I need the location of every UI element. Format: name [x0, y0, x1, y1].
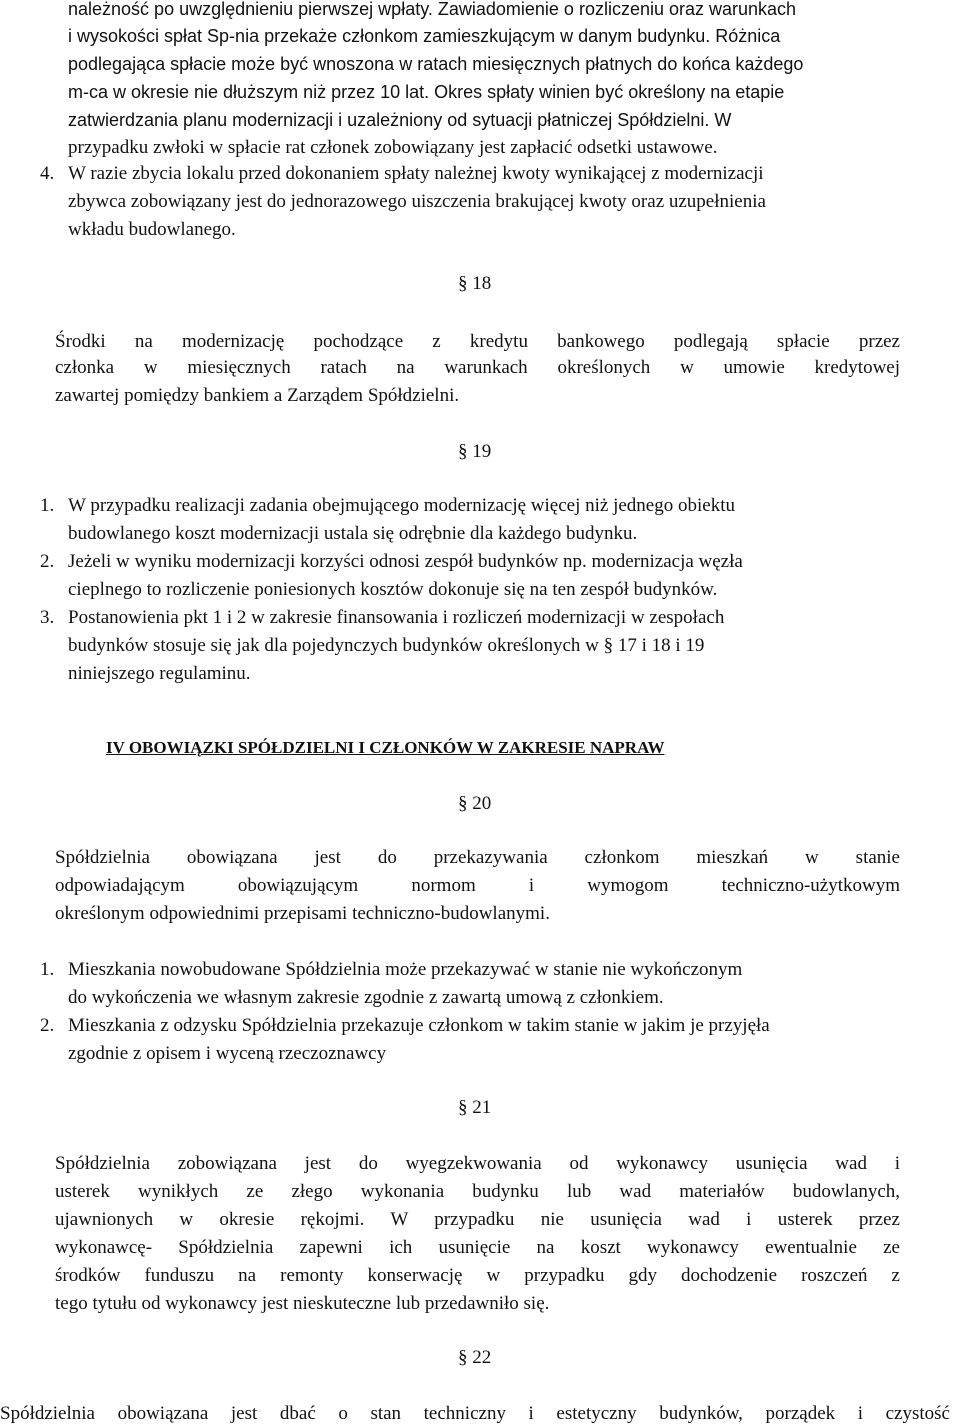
text-line: Środki na modernizację pochodzące z kredytu bankowego podlegają spłacie przez [55, 331, 900, 352]
text-line: określonym odpowiednimi przepisami techniczno-budowlanymi. [55, 903, 550, 924]
text-line: Mieszkania nowobudowane Spółdzielnia może przekazywać w stanie nie wykończonym [68, 959, 743, 980]
text-line: ujawnionych w okresie rękojmi. W przypadku nie usunięcia wad i usterek przez [55, 1209, 900, 1230]
text-line: budowlanego koszt modernizacji ustala się odrębnie dla każdego budynku. [68, 523, 638, 544]
text-line: m-ca w okresie nie dłuższym niż przez 10 lat. Okres spłaty winien być określony na etapie [68, 82, 785, 102]
text-line: zatwierdzania planu modernizacji i uzależniony od sytuacji płatniczej Spółdzielni. W [68, 110, 732, 130]
text-line: cieplnego to rozliczenie poniesionych kosztów dokonuje się na ten zespół budynków. [68, 579, 718, 600]
text-line: wykonawcę- Spółdzielnia zapewni ich usunięcie na koszt wykonawcy ewentualnie ze [55, 1237, 900, 1258]
text-line: odpowiadającym obowiązującym normom i wymogom techniczno-użytkowym [55, 875, 900, 896]
section-heading-19: § 19 [458, 441, 492, 462]
text-line: W przypadku realizacji zadania obejmującego modernizację więcej niż jednego obiektu [68, 495, 735, 516]
list-number: 4. [40, 163, 55, 184]
list-number: 1. [40, 495, 55, 516]
text-line: Mieszkania z odzysku Spółdzielnia przekazuje członkom w takim stanie w jakim je przyjęła [68, 1015, 770, 1036]
text-line: podlegająca spłacie może być wnoszona w ratach miesięcznych płatnych do końca każdego [68, 54, 804, 74]
text-line: budynków stosuje się jak dla pojedynczych budynków określonych w § 17 i 18 i 19 [68, 635, 705, 656]
text-line: usterek wynikłych ze złego wykonania budynku lub wad materiałów budowlanych, [55, 1181, 900, 1202]
text-line: niniejszego regulaminu. [68, 663, 251, 684]
text-line: zawartej pomiędzy bankiem a Zarządem Spółdzielni. [55, 385, 460, 406]
text-line: zgodnie z opisem i wyceną rzeczoznawcy [68, 1043, 387, 1064]
text-line: do wykończenia we własnym zakresie zgodnie z zawartą umową z członkiem. [68, 987, 664, 1008]
chapter-heading: IV OBOWIĄZKI SPÓŁDZIELNI I CZŁONKÓW W ZAKRESIE NAPRAW [106, 738, 665, 757]
text-line: zbywca zobowiązany jest do jednorazowego uiszczenia brakującej kwoty oraz uzupełnienia [68, 191, 766, 212]
list-number: 1. [40, 959, 55, 980]
text-line: Spółdzielnia obowiązana jest do przekazywania członkom mieszkań w stanie [55, 847, 900, 868]
text-line: i wysokości spłat Sp-nia przekaże członkom zamieszkującym w danym budynku. Różnica [68, 26, 781, 46]
section-heading-18: § 18 [458, 273, 492, 294]
text-line: W razie zbycia lokalu przed dokonaniem spłaty należnej kwoty wynikającej z modernizacji [68, 163, 764, 184]
text-line: tego tytułu od wykonawcy jest nieskuteczne lub przedawniło się. [55, 1293, 550, 1314]
text-line: członka w miesięcznych ratach na warunkach określonych w umowie kredytowej [55, 357, 900, 378]
text-line: Postanowienia pkt 1 i 2 w zakresie finansowania i rozliczeń modernizacji w zespołach [68, 607, 725, 628]
text-line: wkładu budowlanego. [68, 219, 236, 240]
text-line: środków funduszu na remonty konserwację w przypadku gdy dochodzenie roszczeń z [55, 1265, 900, 1286]
list-number: 2. [40, 1015, 55, 1036]
text-line: Spółdzielnia zobowiązana jest do wyegzekwowania od wykonawcy usunięcia wad i [55, 1153, 900, 1174]
list-number: 2. [40, 551, 55, 572]
section-heading-22: § 22 [458, 1347, 492, 1368]
text-line: Jeżeli w wyniku modernizacji korzyści odnosi zespół budynków np. modernizacja węzła [68, 551, 743, 572]
section-heading-21: § 21 [458, 1097, 492, 1118]
text-line: przypadku zwłoki w spłacie rat członek zobowiązany jest zapłacić odsetki ustawowe. [68, 137, 718, 158]
text-line: Spółdzielnia obowiązana jest dbać o stan techniczny i estetyczny budynków, porządek i czystość [0, 1403, 950, 1424]
text-line: należność po uwzględnieniu pierwszej wpłaty. Zawiadomienie o rozliczeniu oraz warunkach [68, 0, 797, 19]
section-heading-20: § 20 [458, 793, 492, 814]
list-number: 3. [40, 607, 55, 628]
